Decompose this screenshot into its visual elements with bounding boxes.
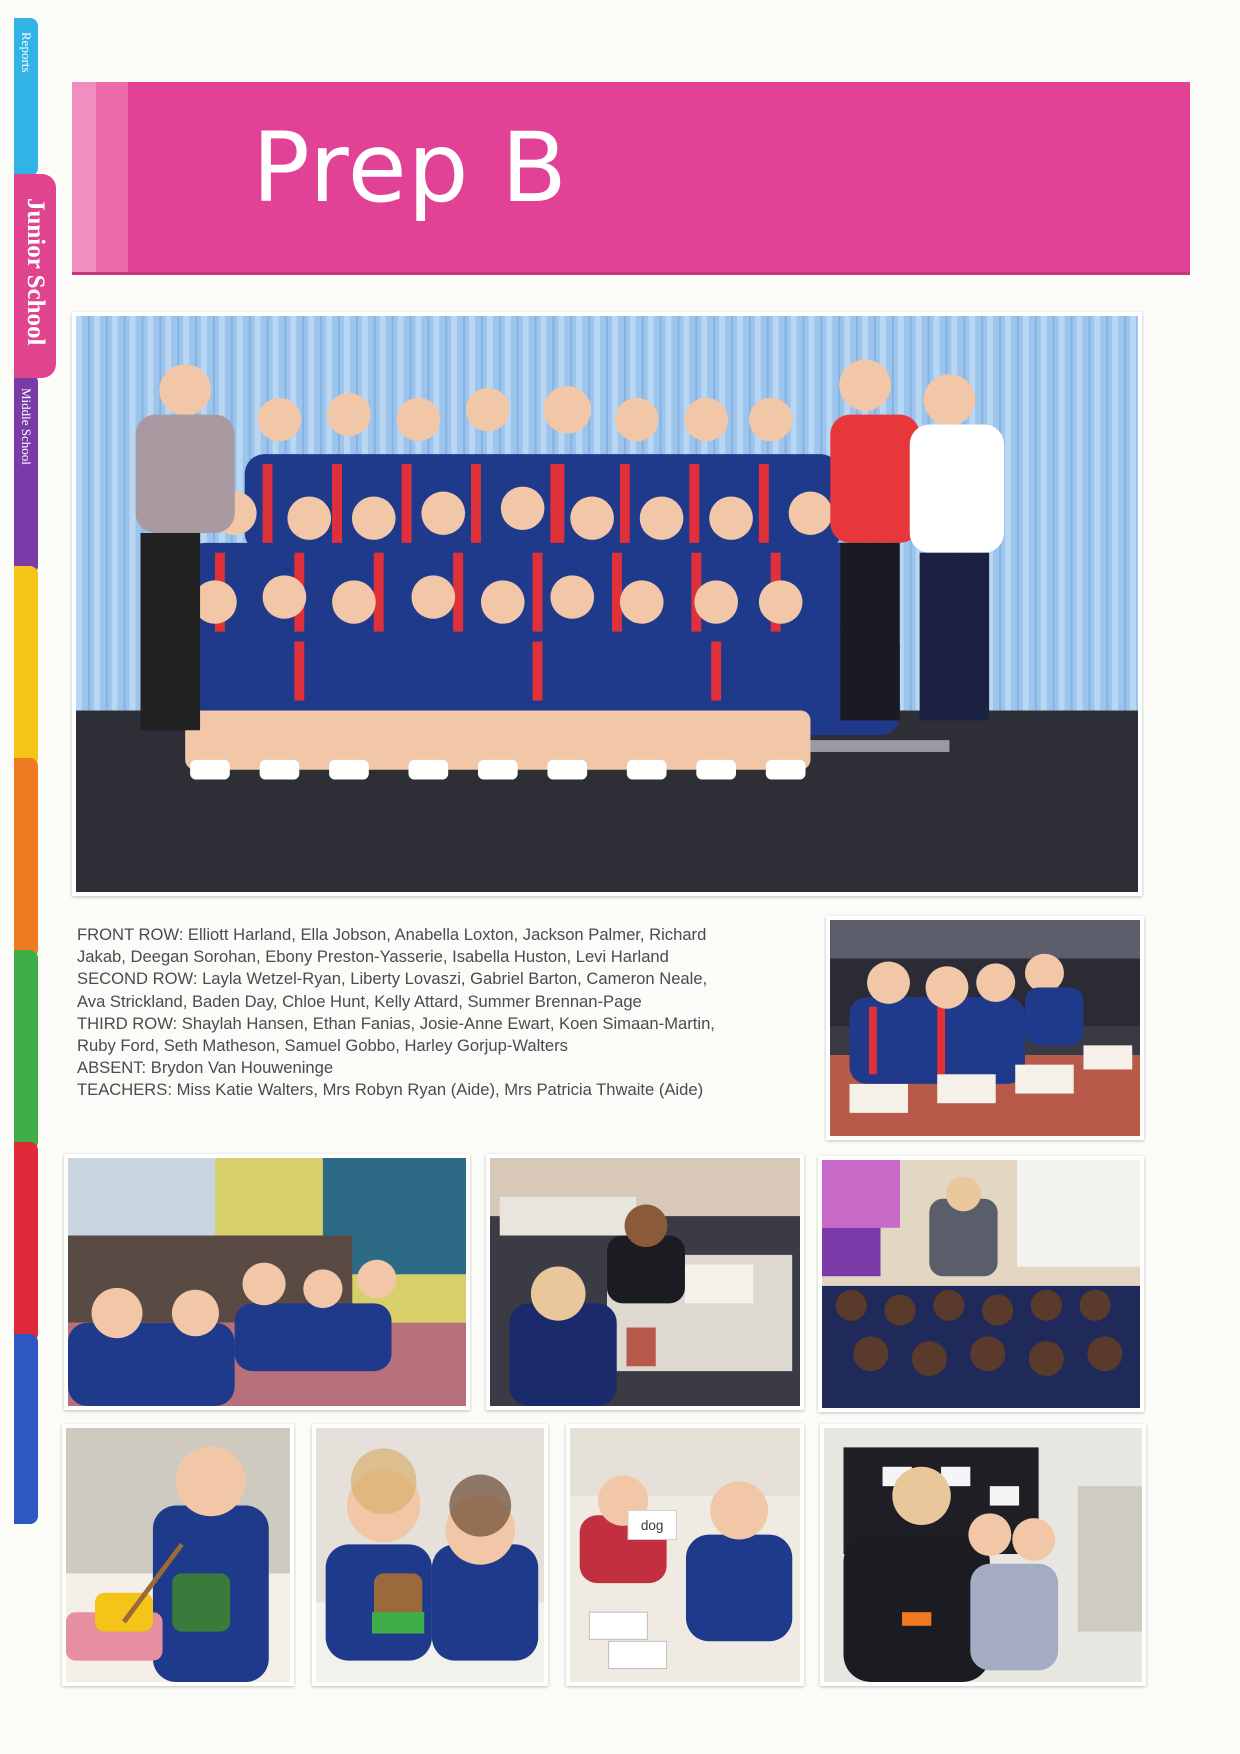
tab-blue[interactable] <box>14 1334 38 1524</box>
caption-line: SECOND ROW: Layla Wetzel-Ryan, Liberty Lovaszi, Gabriel Barton, Cameron Neale, <box>77 969 708 989</box>
caption-line: THIRD ROW: Shaylah Hansen, Ethan Fanias, Josie-Anne Ewart, Koen Simaan-Martin, <box>77 1013 715 1033</box>
page-title: Prep B <box>252 112 568 224</box>
tab-reports[interactable] <box>14 18 38 176</box>
caption-line: Ruby Ford, Seth Matheson, Samuel Gobbo, Harley Gorjup-Walters <box>77 1036 568 1056</box>
tab-reports-label: Reports <box>19 32 34 73</box>
tab-junior-school[interactable] <box>14 174 56 378</box>
tab-green[interactable] <box>14 950 38 1150</box>
tab-junior-school-label: Junior School <box>22 198 49 346</box>
photo-painting <box>62 1424 294 1686</box>
caption-line: FRONT ROW: Elliott Harland, Ella Jobson, Anabella Loxton, Jackson Palmer, Richard <box>77 925 707 944</box>
tab-middle-school[interactable] <box>14 374 38 574</box>
photo-mat-time <box>818 1156 1144 1412</box>
section-tabs <box>14 18 56 1528</box>
class-photo-image <box>76 316 1138 892</box>
class-photo <box>72 312 1142 896</box>
caption-line: Ava Strickland, Baden Day, Chloe Hunt, Kelly Attard, Summer Brennan-Page <box>77 991 642 1011</box>
photo-classroom-2 <box>486 1154 804 1410</box>
tab-middle-school-label: Middle School <box>19 388 34 465</box>
tab-yellow[interactable] <box>14 566 38 766</box>
dog-card-text: dog <box>640 1517 664 1533</box>
caption-line: Jakab, Deegan Sorohan, Ebony Preston-Yasserie, Isabella Huston, Levi Harland <box>77 947 669 967</box>
caption-line: ABSENT: Brydon Van Houweninge <box>77 1058 334 1078</box>
tab-orange[interactable] <box>14 758 38 958</box>
photo-monkey-toy <box>312 1424 548 1686</box>
photo-word-cards <box>566 1424 804 1686</box>
header-banner <box>72 82 1190 272</box>
class-caption <box>77 924 797 1102</box>
photo-teacher-children <box>820 1424 1146 1686</box>
photo-classroom-1 <box>64 1154 470 1410</box>
tab-red[interactable] <box>14 1142 38 1342</box>
photo-lunch <box>826 916 1144 1140</box>
caption-line: TEACHERS: Miss Katie Walters, Mrs Robyn Ryan (Aide), Mrs Patricia Thwaite (Aide) <box>77 1080 704 1100</box>
